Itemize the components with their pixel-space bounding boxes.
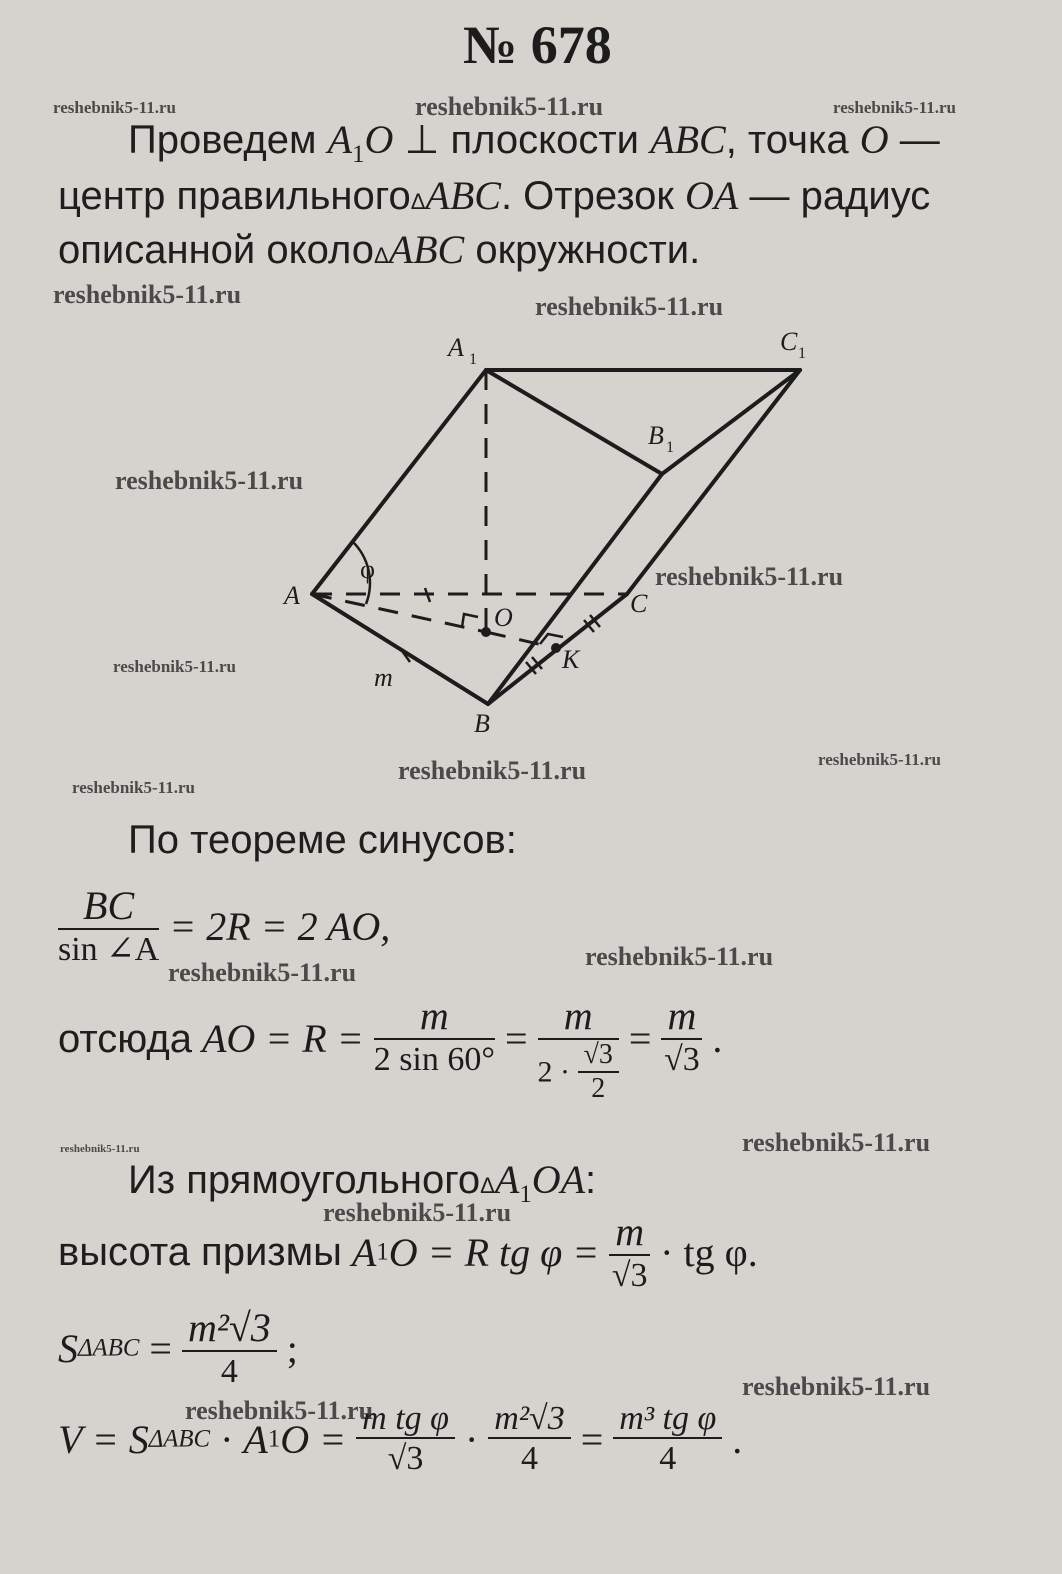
watermark: reshebnik5-11.ru (742, 1128, 931, 1157)
right-angle-mark-k (540, 634, 563, 644)
segment-ao (312, 594, 486, 632)
watermark: reshebnik5-11.ru (185, 1396, 374, 1425)
watermark: reshebnik5-11.ru (60, 1143, 140, 1155)
fraction: $\frac{m}{√3}$ (661, 994, 702, 1079)
label-k: K (562, 645, 580, 674)
watermark: reshebnik5-11.ru (742, 1372, 931, 1401)
watermark: reshebnik5-11.ru (53, 280, 242, 309)
fraction: $\frac{BC}{\sin \angle A}$ (58, 883, 160, 968)
watermark: reshebnik5-11.ru (833, 98, 956, 117)
point-o (481, 627, 491, 637)
fraction: $\frac{\text{m²√3}}{4}$ (488, 1400, 570, 1478)
watermark: reshebnik5-11.ru (655, 562, 844, 591)
watermark: reshebnik5-11.ru (585, 942, 774, 971)
fraction: $\frac{m}{2 \sin 60^\circ}$ (373, 993, 495, 1078)
fraction: $\frac{\text{m tg φ}}{√3}$ (356, 1400, 455, 1478)
label-a: A (284, 581, 300, 610)
right-angle-mark-o (462, 614, 478, 627)
volume-formula: V = SΔABC · A1O = $\frac{\text{m tg φ}}{√3}$ · $\frac{\text{m²√3}}{4}$ = $\frac{\text{m³ tg φ}}{4}$ . (58, 1400, 743, 1478)
paragraph-line-1: Проведем $A_1O$ ⊥ плоскости ABC, точка O — (128, 117, 940, 168)
watermark: reshebnik5-11.ru (398, 756, 587, 785)
height-formula: высота призмы A1O = R tg φ = $\frac{m}{√3}$ · tg φ. (58, 1209, 758, 1294)
edge-a1b1 (486, 370, 662, 474)
problem-number: № 678 (463, 15, 612, 75)
point-k (551, 643, 561, 653)
watermark: reshebnik5-11.ru (415, 92, 604, 121)
sine-rule-heading: По теореме синусов: (128, 818, 517, 862)
label-c1: C (780, 327, 798, 356)
label-b1: B (648, 421, 664, 450)
label-a1: A (448, 333, 464, 362)
watermark: reshebnik5-11.ru (535, 292, 724, 321)
edge-a1a (312, 370, 486, 594)
area-formula: SΔABC = $\frac{\text{m²√3}}{4}$ ; (58, 1305, 298, 1390)
watermark: reshebnik5-11.ru (818, 750, 941, 769)
ao-formula: отсюда AO = R = $\frac{m}{2 \sin 60^\circ}$ = m 2 · $\frac{√3}{2}$ = $\frac{m}{√3}$ . (58, 993, 723, 1104)
fraction: $\frac{\text{m²√3}}{4}$ (182, 1306, 277, 1391)
label-o: O (494, 603, 513, 632)
triangle-line: Из прямоугольногоΔA$_1$OA: (128, 1157, 597, 1208)
svg-text:1: 1 (798, 345, 806, 362)
fraction: $\frac{\text{m³ tg φ}}{4}$ (613, 1400, 722, 1478)
label-c: C (630, 589, 648, 618)
watermark: reshebnik5-11.ru (168, 958, 357, 987)
fraction: $\frac{m}{√3}$ (609, 1210, 650, 1295)
label-m: m (374, 663, 393, 692)
fraction: m 2 · $\frac{√3}{2}$ (538, 994, 619, 1105)
paragraph-line-2: центр правильногоΔABC. Отрезок OA — радиус (58, 173, 931, 218)
watermark: reshebnik5-11.ru (115, 466, 304, 495)
svg-text:1: 1 (469, 351, 477, 368)
label-b: B (474, 709, 490, 738)
edge-c1c (627, 370, 800, 594)
paragraph-line-3: описанной околоΔABC окружности. (58, 227, 701, 272)
svg-text:1: 1 (666, 439, 674, 456)
segment-ok (486, 632, 556, 648)
watermark: reshebnik5-11.ru (323, 1198, 512, 1227)
watermark: reshebnik5-11.ru (53, 98, 176, 117)
label-phi: φ (360, 555, 376, 584)
watermark: reshebnik5-11.ru (113, 657, 236, 676)
sine-rule-formula: $\frac{BC}{\sin \angle A}$ = 2R = 2 AO, (58, 883, 391, 968)
watermark: reshebnik5-11.ru (72, 778, 195, 797)
